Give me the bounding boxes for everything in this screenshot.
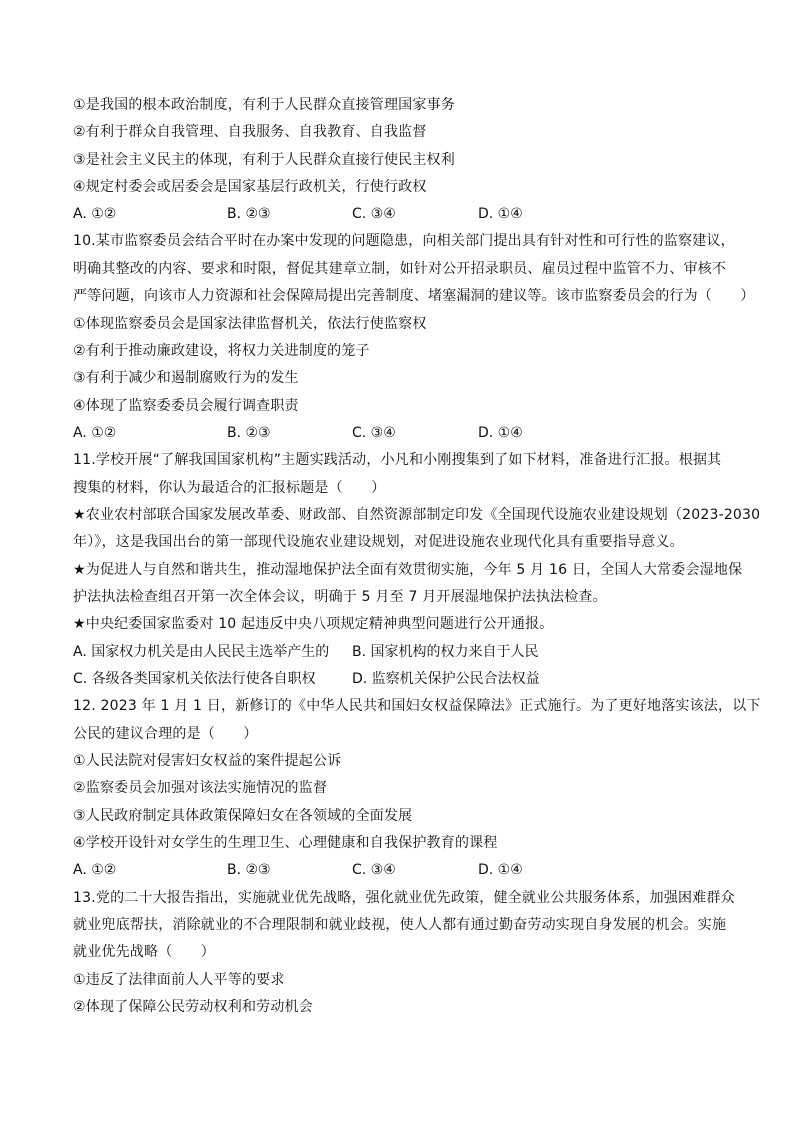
q11-option-c: C. 各级各类国家机关依法行使各自职权 (73, 671, 316, 687)
q12-statement-1: ①人民法院对侵害妇女权益的案件提起公诉 (73, 753, 342, 769)
q10-option-c: C. ③④ (352, 425, 396, 441)
q10-option-a: A. ①② (73, 425, 117, 441)
q10-stem-line-3: 严等问题，向该市人力资源和社会保障局提出完善制度、堵塞漏洞的建议等。该市监察委员会的行为（ ） (73, 288, 755, 304)
q12-option-b: B. ②③ (227, 862, 271, 878)
q9-statement-3: ③是社会主义民主的体现，有利于人民群众直接行使民主权利 (73, 152, 455, 168)
q12-statement-3: ③人民政府制定具体政策保障妇女在各领域的全面发展 (73, 808, 413, 824)
q11-stem-line-1: 11.学校开展“了解我国国家机构”主题实践活动，小凡和小刚搜集到了如下材料，准备进行汇报。根据其 (73, 452, 722, 468)
q9-option-b: B. ②③ (227, 206, 271, 222)
q10-statement-4: ④体现了监察委委员会履行调查职责 (73, 398, 299, 414)
q10-statement-2: ②有利于推动廉政建设，将权力关进制度的笼子 (73, 343, 370, 359)
q12-statement-2: ②监察委员会加强对该法实施情况的监督 (73, 780, 328, 796)
q13-stem-line-3: 就业优先战略（ ） (73, 944, 215, 960)
q12-option-a: A. ①② (73, 862, 117, 878)
q10-option-d: D. ①④ (478, 425, 523, 441)
q13-stem-line-2: 就业兜底帮扶，消除就业的不合理限制和就业歧视，使人人都有通过勤奋劳动实现自身发展的机会。实施 (73, 917, 727, 933)
q9-statement-2: ②有利于群众自我管理、自我服务、自我教育、自我监督 (73, 124, 427, 140)
q12-statement-4: ④学校开设针对女学生的生理卫生、心理健康和自我保护教育的课程 (73, 835, 498, 851)
q12-stem-line-1: 12. 2023 年 1 月 1 日，新修订的《中华人民共和国妇女权益保障法》正式施行。为了更好地落实该法，以下 (73, 698, 761, 714)
q10-statement-1: ①体现监察委员会是国家法律监督机关，依法行使监察权 (73, 316, 427, 332)
q11-material-1-line-2: 年）》，这是我国出台的第一部现代设施农业建设规划，对促进设施农业现代化具有重要指导意义。 (73, 534, 684, 550)
q10-option-b: B. ②③ (227, 425, 271, 441)
q9-option-d: D. ①④ (478, 206, 523, 222)
q11-material-2-line-2: 护法执法检查组召开第一次全体会议，明确于 5 月至 7 月开展湿地保护法执法检查。 (73, 589, 607, 605)
q13-statement-2: ②体现了保障公民劳动权利和劳动机会 (73, 999, 313, 1015)
q11-stem-line-2: 搜集的材料，你认为最适合的汇报标题是（ ） (73, 480, 386, 496)
q11-option-b: B. 国家机构的权力来自于人民 (352, 644, 539, 660)
q12-option-c: C. ③④ (352, 862, 396, 878)
q9-statement-1: ①是我国的根本政治制度，有利于人民群众直接管理国家事务 (73, 97, 455, 113)
q9-option-a: A. ①② (73, 206, 117, 222)
q11-option-a: A. 国家权力机关是由人民民主选举产生的 (73, 644, 330, 660)
q9-option-c: C. ③④ (352, 206, 396, 222)
q10-statement-3: ③有利于减少和遏制腐败行为的发生 (73, 370, 299, 386)
q9-statement-4: ④规定村委会或居委会是国家基层行政机关，行使行政权 (73, 179, 427, 195)
q11-material-1-line-1: ★农业农村部联合国家发展改革委、财政部、自然资源部制定印发《全国现代设施农业建设规划（2023-2030 (73, 507, 761, 523)
q11-option-d: D. 监察机关保护公民合法权益 (352, 671, 540, 687)
q13-stem-line-1: 13.党的二十大报告指出，实施就业优先战略，强化就业优先政策，健全就业公共服务体系，加强困难群众 (73, 890, 735, 906)
q11-material-2-line-1: ★为促进人与自然和谐共生，推动湿地保护法全面有效贯彻实施，今年 5 月 16 日，全国人大常委会湿地保 (73, 562, 743, 578)
q13-statement-1: ①违反了法律面前人人平等的要求 (73, 972, 285, 988)
q12-option-d: D. ①④ (478, 862, 523, 878)
q11-material-3: ★中央纪委国家监委对 10 起违反中央八项规定精神典型问题进行公开通报。 (73, 616, 554, 632)
q12-stem-line-2: 公民的建议合理的是（ ） (73, 726, 258, 742)
q10-stem-line-2: 明确其整改的内容、要求和时限，督促其建章立制，如针对公开招录职员、雇员过程中监管不力、审核不 (73, 261, 727, 277)
q10-stem-line-1: 10.某市监察委员会结合平时在办案中发现的问题隐患，向相关部门提出具有针对性和可行性的监察建议， (73, 233, 735, 249)
